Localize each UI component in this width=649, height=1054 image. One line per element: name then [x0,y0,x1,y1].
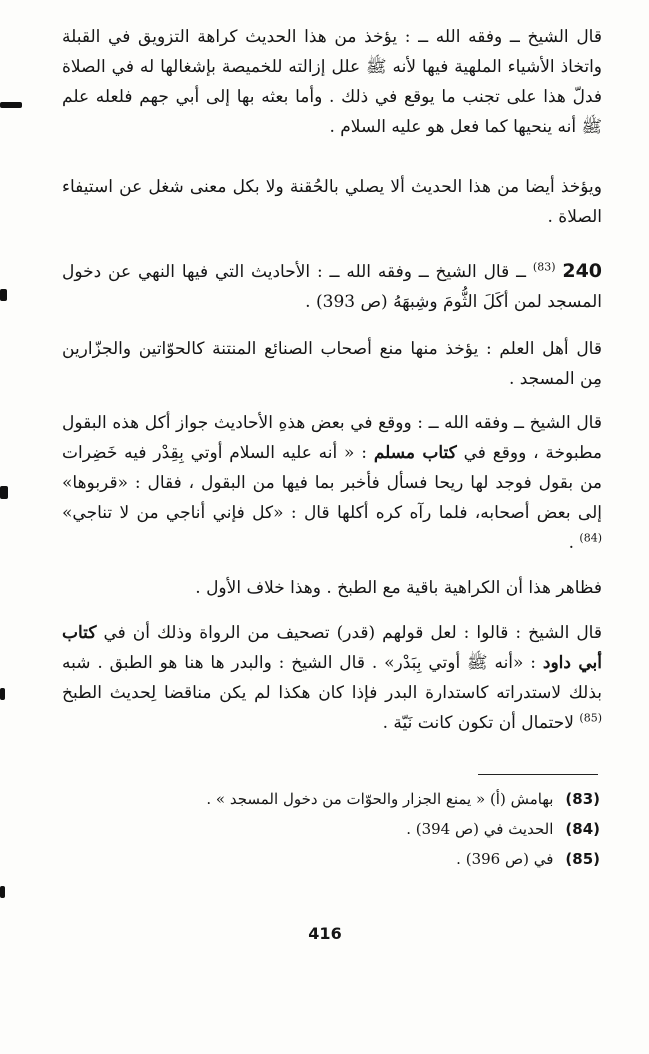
paragraph [62,408,602,558]
paragraph-text: قال الشيخ ــ وفقه الله ــ : يؤخذ من هذا الحديث كراهة التزويق في القبلة واتخاذ الأشياء الملهية فيها لأنه ﷺ علل إزالته للخميصة بإشغالها له في الصلاة فدلّ هذا على تجنب ما يوقع في ذلك . وأما بعثه بها إلى أبي جهم فلعله علم ﷺ أنه ينحيها كما فعل هو عليه السلام . [62,27,602,137]
paragraph-text: : « أنه عليه السلام أوتي بِقِدْر فيه خَضِرات من بقول فوجد لها ريحا فسأل فأخبر بما فيها من البقول ، فقال : «قربوها» إلى بعض أصحابه، فلما رآه كره أكلها قال : «كل فإني أناجي من لا تناجي» [62,443,602,523]
margin-mark [0,688,5,700]
paragraph-text: قال الشيخ ــ وفقه الله ــ : ووقع في بعض هذهِ الأحاديث جواز أكل هذه البقول مطبوخة ، ووقع في [62,413,602,463]
hadith-entry [62,256,602,317]
page-number: 416 [308,924,342,943]
entry-number: 240 [562,260,603,282]
paragraph [62,172,602,232]
footnote-number: (83) [565,790,600,808]
paragraph [62,334,602,394]
footnote-number: (85) [565,850,600,868]
footnotes [200,784,600,874]
paragraph [62,22,602,142]
paragraph-text: لاحتمال أن تكون كانت نَيّة . [382,713,574,733]
footnote-ref: (85) [579,711,602,725]
paragraph-text: : «أنه ﷺ أوتي بِبَدْر» . قال الشيخ : والبدر ها هنا هو الطبق . شبه بذلك لاستدراته كاستدارة البدر فإذا كان هكذا لم يكن مناقضا لِحديث الطبخ [62,653,602,703]
footnote-divider [478,774,598,775]
paragraph-text: فظاهر هذا أن الكراهية باقية مع الطبخ . وهذا خلاف الأول . [195,578,602,598]
footnote-text: الحديث في (ص 394) . [406,820,554,838]
footnote [200,844,600,874]
paragraph-text: . [568,533,574,553]
margin-mark [0,102,22,108]
footnote [200,784,600,814]
paragraph-text: ــ قال الشيخ ــ وفقه الله ــ : الأحاديث التي فيها النهي عن دخول المسجد لمن أكَلَ الثُّومَ وشِبهَهُ (ص 393) . [62,262,602,312]
footnote-number: (84) [565,820,600,838]
footnote-text: في (ص 396) . [456,850,554,868]
margin-mark [0,289,7,301]
book-title: كتاب مسلم [373,443,457,463]
margin-mark [0,486,8,499]
paragraph-text: قال أهل العلم : يؤخذ منها منع أصحاب الصنائع المنتنة كالحوّاتين والجزّارين مِن المسجد . [62,339,602,389]
footnote-ref: (84) [579,531,602,545]
footnote [200,814,600,844]
book-title: كتاب أبي داود [62,623,602,673]
paragraph [62,573,602,603]
footnote-ref: (83) [532,260,556,274]
footnote-text: بهامش (أ) « يمنع الجزار والحوّات من دخول المسجد » . [206,790,554,808]
paragraph [62,618,602,738]
paragraph-text: ويؤخذ أيضا من هذا الحديث ألا يصلي بالحُقنة ولا بكل معنى شغل عن استيفاء الصلاة . [62,177,602,227]
paragraph-text: قال الشيخ : قالوا : لعل قولهم (قدر) تصحيف من الرواة وذلك أن في [103,623,602,643]
margin-mark [0,886,5,898]
